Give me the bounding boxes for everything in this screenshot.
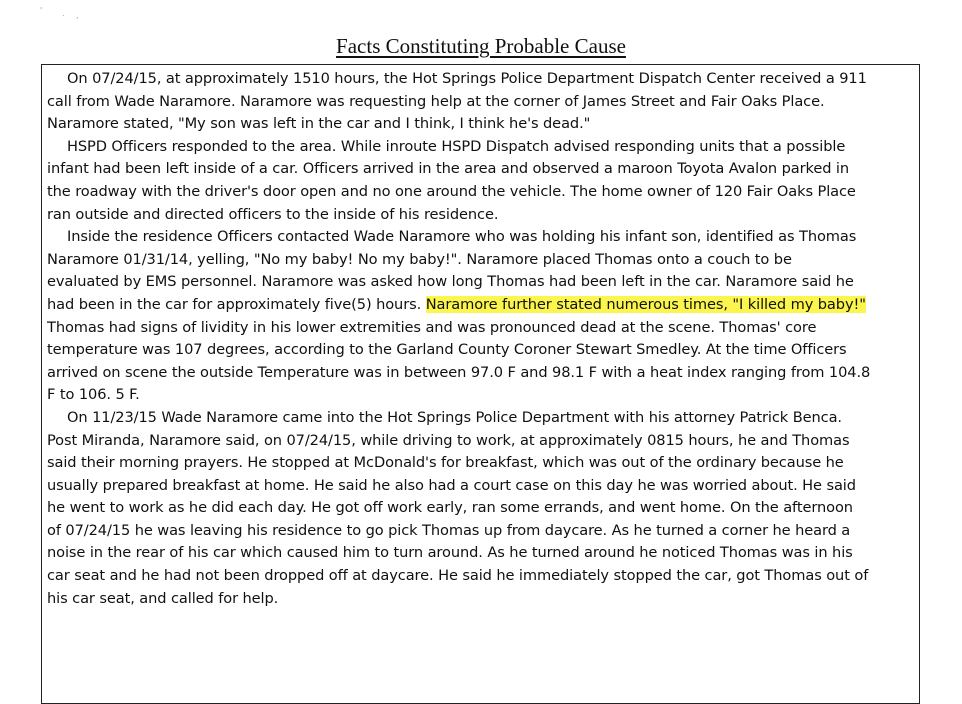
text-line [47, 362, 927, 385]
line-text: evaluated by EMS personnel. Naramore was asked how long Thomas had been left in the car. Naramore said he [47, 273, 854, 291]
text-line [47, 565, 927, 588]
text-line [47, 407, 927, 430]
text-line [47, 430, 927, 453]
line-text: Naramore stated, "My son was left in the car and I think, I think he's dead." [47, 115, 591, 133]
text-line [47, 339, 927, 362]
text-line [47, 317, 927, 340]
line-text: call from Wade Naramore. Naramore was requesting help at the corner of James Street and Fair Oaks Place. [47, 92, 825, 110]
text-line [47, 136, 927, 159]
line-text: the roadway with the driver's door open and no one around the vehicle. The home owner of 120 Fair Oaks Place [47, 182, 856, 200]
line-text: car seat and he had not been dropped off at daycare. He said he immediately stopped the car, got Thomas out of [47, 567, 869, 585]
text-line [47, 384, 927, 407]
highlighted-quote: Naramore further stated numerous times, "I killed my baby!" [425, 295, 866, 313]
text-line [47, 497, 927, 520]
line-text: HSPD Officers responded to the area. While inroute HSPD Dispatch advised responding units that a possible [67, 137, 846, 155]
line-text: said their morning prayers. He stopped at McDonald's for breakfast, which was out of the ordinary because he [47, 454, 844, 472]
scan-speck: ' [40, 6, 43, 15]
scan-speck: . [62, 9, 65, 18]
line-text: usually prepared breakfast at home. He said he also had a court case on this day he was worried about. He said [47, 476, 856, 494]
text-line [47, 452, 927, 475]
line-text: had been in the car for approximately five(5) hours. [47, 295, 426, 313]
line-text: he went to work as he did each day. He got off work early, ran some errands, and went home. On the afternoon [47, 499, 853, 517]
scan-speck: , [76, 11, 79, 20]
text-line [47, 158, 927, 181]
text-line [47, 91, 927, 114]
facts-text [47, 68, 927, 610]
line-text: ran outside and directed officers to the inside of his residence. [47, 205, 499, 223]
page-title: Facts Constituting Probable Cause [336, 34, 626, 58]
text-line [47, 204, 927, 227]
line-text: his car seat, and called for help. [47, 589, 279, 607]
text-line [47, 542, 927, 565]
line-text: infant had been left inside of a car. Officers arrived in the area and observed a maroon Toyota Avalon parked in [47, 160, 850, 178]
line-text: Thomas had signs of lividity in his lower extremities and was pronounced dead at the scene. Thomas' core [47, 318, 817, 336]
text-line [47, 271, 927, 294]
line-text: Naramore 01/31/14, yelling, "No my baby! No my baby!". Naramore placed Thomas onto a couch to be [47, 250, 792, 268]
line-text: On 07/24/15, at approximately 1510 hours, the Hot Springs Police Department Dispatch Center received a 911 [67, 70, 867, 87]
line-text: temperature was 107 degrees, according to the Garland County Coroner Stewart Smedley. At the time Officers [47, 341, 847, 359]
text-line [47, 226, 927, 249]
line-text: Inside the residence Officers contacted Wade Naramore who was holding his infant son, identified as Thomas [67, 228, 857, 246]
text-line [47, 475, 927, 498]
line-text: On 11/23/15 Wade Naramore came into the Hot Springs Police Department with his attorney Patrick Benca. [67, 408, 842, 426]
text-line [47, 249, 927, 272]
text-line [47, 181, 927, 204]
line-text: arrived on scene the outside Temperature was in between 97.0 F and 98.1 F with a heat index ranging from 104.8 [47, 363, 871, 381]
text-line [47, 113, 927, 136]
text-line [47, 294, 927, 317]
line-text: of 07/24/15 he was leaving his residence to go pick Thomas up from daycare. As he turned a corner he heard a [47, 521, 851, 539]
text-line [47, 520, 927, 543]
line-text: Post Miranda, Naramore said, on 07/24/15, while driving to work, at approximately 0815 hours, he and Thomas [47, 431, 850, 449]
text-line [47, 588, 927, 611]
line-text: F to 106. 5 F. [47, 386, 140, 404]
text-line [47, 68, 927, 91]
line-text: noise in the rear of his car which caused him to turn around. As he turned around he noticed Thomas was in his [47, 544, 853, 562]
